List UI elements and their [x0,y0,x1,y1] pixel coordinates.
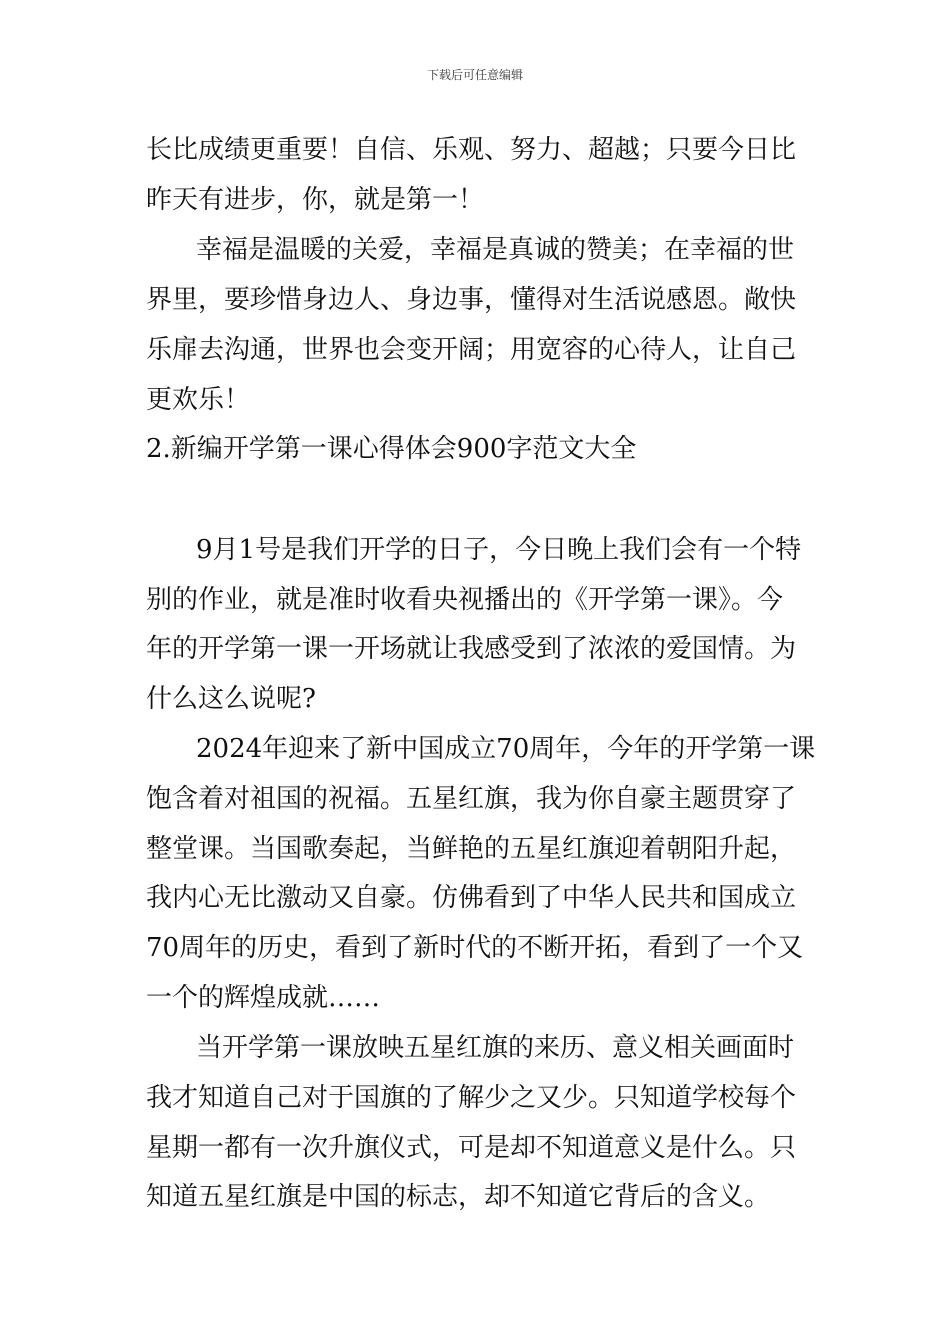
text-line: 当开学第一课放映五星红旗的来历、意义相关画面时 [196,1033,795,1063]
text-line: 饱含着对祖国的祝福。五星红旗，我为你自豪主题贯穿了 [146,784,797,814]
text-line: 我内心无比激动又自豪。仿佛看到了中华人民共和国成立 [146,883,797,913]
page-header: 下载后可任意编辑 [426,68,523,82]
text-line: 年的开学第一课一开场就让我感受到了浓浓的爱国情。为 [146,634,797,664]
text-line: 界里，要珍惜身边人、身边事，懂得对生活说感恩。敞快 [146,285,797,315]
text-line: 乐扉去沟通，世界也会变开阔；用宽容的心待人，让自己 [146,335,797,365]
text-line: 长比成绩更重要！自信、乐观、努力、超越；只要今日比 [146,135,797,165]
text-line: 幸福是温暖的关爱，幸福是真诚的赞美；在幸福的世 [196,235,795,265]
text-line: 知道五星红旗是中国的标志，却不知道它背后的含义。 [146,1182,771,1212]
section-heading: 2.新编开学第一课心得体会900字范文大全 [146,434,637,464]
text-line: 昨天有进步，你，就是第一！ [146,185,485,215]
text-line: 更欢乐！ [146,385,251,415]
text-line: 9月1号是我们开学的日子，今日晚上我们会有一个特 [196,535,802,565]
text-line: 别的作业，就是准时收看央视播出的《开学第一课》。今 [146,585,784,615]
text-line: 什么这么说呢? [146,684,316,714]
text-line: 一个的辉煌成就…… [146,983,381,1013]
text-line: 整堂课。当国歌奏起，当鲜艳的五星红旗迎着朝阳升起， [146,834,797,864]
text-line: 70周年的历史，看到了新时代的不断开拓，看到了一个又 [146,933,804,963]
text-line: 星期一都有一次升旗仪式，可是却不知道意义是什么。只 [146,1133,797,1163]
text-line: 2024年迎来了新中国成立70周年，今年的开学第一课 [196,734,816,764]
text-line: 我才知道自己对于国旗的了解少之又少。只知道学校每个 [146,1083,797,1113]
